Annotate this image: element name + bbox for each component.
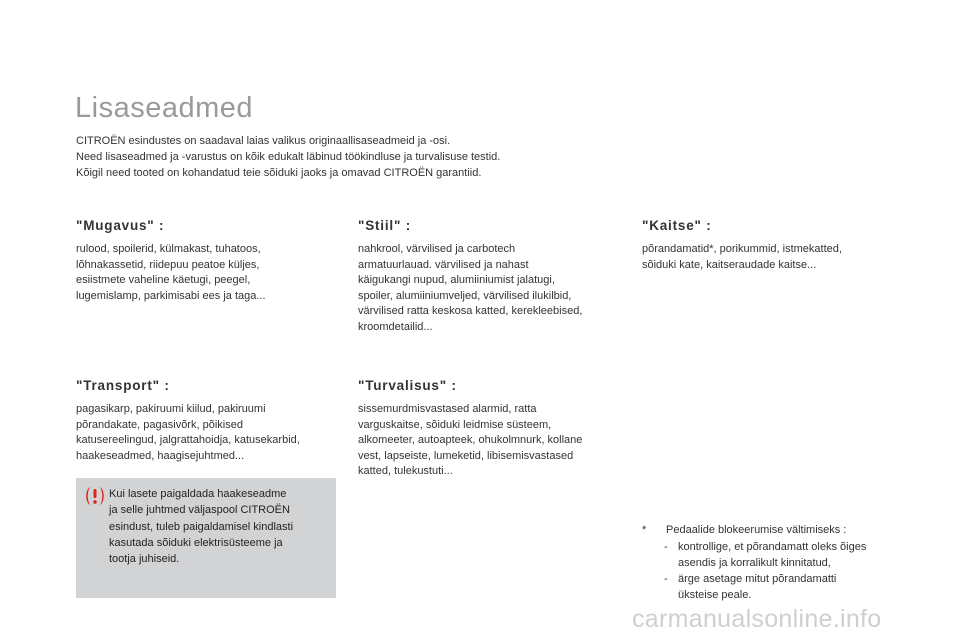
text-line: kroomdetailid... [358, 320, 433, 333]
section-heading: "Stiil" : [358, 218, 411, 233]
text-line: katted, tulekustuti... [358, 465, 453, 477]
section-heading: "Turvalisus" : [358, 378, 457, 393]
section-heading: "Mugavus" : [76, 218, 165, 233]
text-line: põrandakate, pagasivõrk, põikised [76, 418, 243, 431]
footnote-marker: * [642, 524, 647, 536]
text-line: käigukangi nupud, alumiiniumist jalatugi, [358, 274, 555, 286]
section-heading: "Transport" : [76, 378, 170, 393]
section-turvalisus [358, 378, 628, 480]
text-line: tootja juhiseid. [109, 553, 180, 566]
text-line: kasutada sõiduki elektrisüsteeme ja [109, 536, 283, 549]
text-line: asendis ja korralikult kinnitatud, [678, 557, 831, 569]
list-dash: - [664, 541, 668, 553]
section-text [76, 242, 336, 304]
section-text [76, 402, 336, 464]
text-line: rulood, spoilerid, külmakast, tuhatoos, [76, 243, 261, 255]
intro-paragraph [76, 133, 636, 181]
watermark: carmanualsonline.info [632, 605, 882, 633]
text-line: Kui lasete paigaldada haakeseadme [109, 488, 287, 500]
text-line: esindust, tuleb paigaldamisel kindlasti [109, 520, 294, 533]
text-line: esiistmete vaheline käetugi, peegel, [76, 274, 251, 286]
section-mugavus [76, 218, 336, 304]
section-heading: "Kaitse" : [642, 218, 712, 233]
list-dash: - [664, 573, 668, 585]
intro-line: Kõigil need tooted on kohandatud teie sõiduki jaoks ja omavad CITROËN garantiid. [76, 167, 482, 179]
text-line: kontrollige, et põrandamatt oleks õiges [678, 541, 867, 553]
text-line: lugemislamp, parkimisabi ees ja taga... [76, 289, 266, 302]
warning-box [76, 478, 336, 598]
text-line: katusereelingud, jalgrattahoidja, katusekarbid, [76, 434, 300, 446]
intro-line: CITROËN esindustes on saadaval laias valikus originaallisaseadmeid ja -osi. [76, 135, 451, 147]
text-line: ärge asetage mitut põrandamatti [678, 573, 837, 585]
intro-line: Need lisaseadmed ja -varustus on kõik edukalt läbinud töökindluse ja turvalisuse testid. [76, 151, 501, 163]
footnote-intro: Pedaalide blokeerumise vältimiseks : [666, 524, 847, 536]
warning-exclamation-icon [84, 486, 106, 506]
section-transport [76, 378, 336, 464]
text-line: armatuurlauad. värvilised ja nahast [358, 258, 529, 271]
section-text [642, 242, 902, 273]
text-line: lõhnakassetid, riidepuu peatoe küljes, [76, 258, 260, 271]
page-title: Lisaseadmed [75, 92, 253, 124]
text-line: sõiduki kate, kaitseraudade kaitse... [642, 258, 817, 271]
text-line: alkomeeter, autoapteek, ohukolmnurk, kollane [358, 434, 583, 446]
text-line: ja selle juhtmed väljaspool CITROËN [109, 504, 290, 517]
text-line: põrandamatid*, porikummid, istmekatted, [642, 243, 842, 255]
text-line: pagasikarp, pakiruumi kiilud, pakiruumi [76, 403, 266, 415]
section-text [358, 242, 628, 335]
section-kaitse [642, 218, 902, 273]
text-line: üksteise peale. [678, 589, 752, 601]
section-text [358, 402, 628, 480]
text-line: vest, lapseiste, lumeketid, libisemisvastased [358, 449, 574, 462]
warning-text [109, 486, 329, 567]
text-line: nahkrool, värvilised ja carbotech [358, 243, 516, 255]
text-line: varguskaitse, sõiduki leidmise süsteem, [358, 418, 552, 431]
section-stiil [358, 218, 628, 335]
text-line: sissemurdmisvastased alarmid, ratta [358, 403, 537, 415]
text-line: spoiler, alumiiniumveljed, värvilised ilukilbid, [358, 289, 572, 302]
text-line: haakeseadmed, haagisejuhtmed... [76, 449, 245, 462]
text-line: värvilised ratta keskosa katted, kerekleebised, [358, 305, 583, 317]
